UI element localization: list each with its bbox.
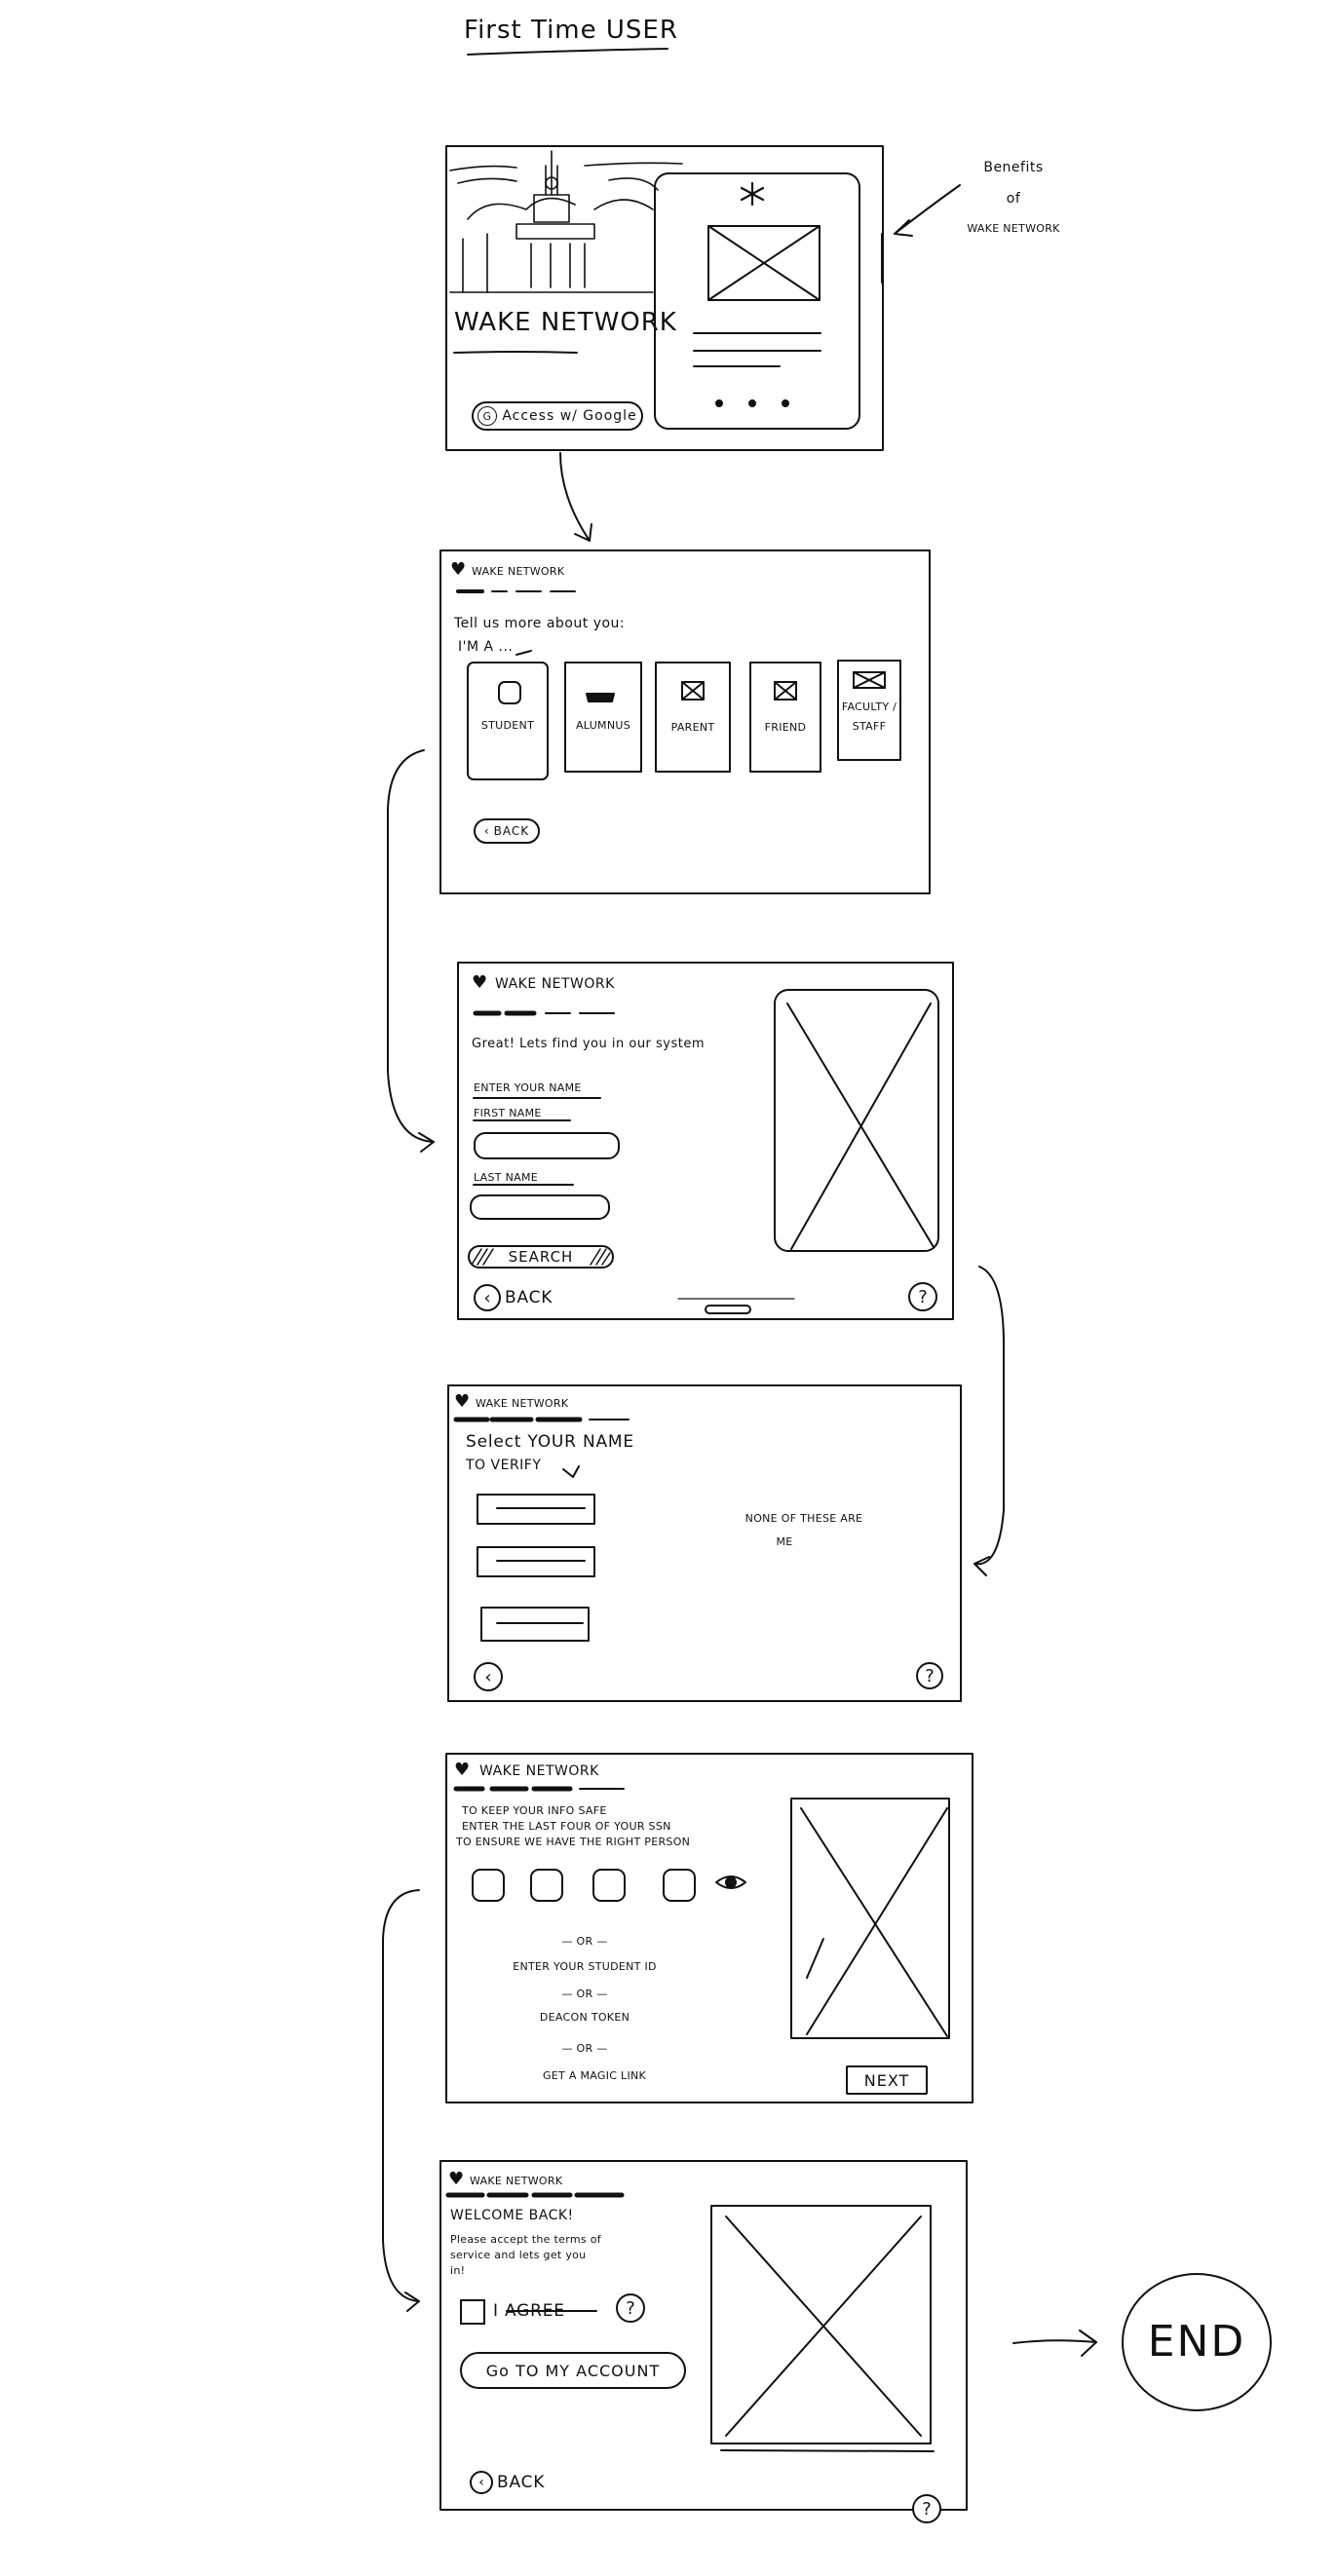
ssn-digit-4[interactable] [663, 1869, 696, 1902]
verify-instruction-2: ENTER THE LAST FOUR OF YOUR SSN [462, 1820, 671, 1833]
select-name-heading-1: Select YOUR NAME [466, 1432, 634, 1452]
grad-cap-icon [587, 694, 614, 701]
benefits-note-line-3: WAKE NETWORK [967, 222, 1060, 235]
google-access-label: Access w/ Google [502, 408, 637, 424]
welcome-back-label[interactable]: BACK [497, 2473, 546, 2492]
help-icon[interactable]: ? [916, 1662, 943, 1689]
diagram-title: First Time USER [464, 16, 678, 45]
or-divider-2: — OR — [561, 1988, 608, 2000]
deacon-token-option[interactable]: DEACON TOKEN [539, 2011, 630, 2024]
role-prompt-line-2: I'M A ... [458, 639, 514, 655]
magic-link-option[interactable]: GET A MAGIC LINK [542, 2069, 647, 2082]
backpack-icon [499, 682, 520, 703]
student-id-option[interactable]: ENTER YOUR STUDENT ID [513, 1960, 657, 1973]
welcome-body-3: in! [450, 2264, 466, 2277]
heart-logo-icon: ♥ [448, 2169, 465, 2189]
end-label: END [1147, 2317, 1246, 2367]
flow-arrow-5 [1013, 2340, 1096, 2343]
first-name-field[interactable] [474, 1132, 620, 1159]
back-chevron-icon[interactable]: ‹ [474, 1662, 503, 1691]
go-to-account-button[interactable]: Go TO MY ACCOUNT [460, 2352, 686, 2389]
enter-name-label: ENTER YOUR NAME [474, 1081, 582, 1094]
role-card-alumnus [565, 663, 641, 772]
name-search-back-label[interactable]: BACK [505, 1288, 553, 1307]
terms-help-icon[interactable]: ? [616, 2293, 645, 2323]
help-icon[interactable]: ? [908, 1282, 937, 1311]
name-option-1 [477, 1495, 594, 1524]
agree-checkbox[interactable] [460, 2299, 485, 2325]
next-button[interactable]: NEXT [846, 2065, 928, 2095]
name-option-3 [481, 1608, 589, 1641]
welcome-body-2: service and lets get you [450, 2249, 587, 2261]
asterisk-icon [742, 183, 763, 205]
back-chevron-icon: ‹ [483, 824, 490, 838]
name-search-greeting: Great! Lets find you in our system [472, 1037, 706, 1051]
select-name-brand: WAKE NETWORK [476, 1397, 569, 1410]
role-label-parent[interactable]: PARENT [670, 721, 715, 734]
title-underline [468, 49, 668, 55]
help-icon[interactable]: ? [912, 2494, 941, 2523]
back-chevron-icon[interactable]: ‹ [474, 1284, 501, 1311]
verify-instruction-1: TO KEEP YOUR INFO SAFE [462, 1804, 607, 1817]
benefits-note-line-2: of [1006, 191, 1021, 207]
flow-arrow-4 [383, 1890, 419, 2301]
role-label-faculty[interactable]: FACULTY / STAFF [841, 701, 897, 733]
role-back-label: BACK [493, 824, 530, 838]
role-prompt-line-1: Tell us more about you: [454, 616, 626, 631]
agree-label: I AGREE [493, 2301, 565, 2321]
brand-underline [454, 352, 577, 353]
or-divider-3: — OR — [561, 2042, 608, 2055]
role-label-student[interactable]: STUDENT [480, 719, 535, 732]
benefits-arrow [895, 185, 960, 234]
heart-logo-icon: ♥ [454, 1760, 471, 1780]
google-access-button[interactable] [472, 401, 643, 431]
footer-link [706, 1306, 750, 1313]
google-icon: G [477, 406, 497, 426]
role-card-parent [656, 663, 730, 772]
ssn-digit-2[interactable] [530, 1869, 563, 1902]
welcome-heading: WELCOME BACK! [450, 2208, 574, 2223]
building-sketch [450, 151, 682, 292]
or-divider-1: — OR — [561, 1935, 608, 1948]
select-name-heading-2: TO VERIFY [466, 1458, 542, 1473]
name-search-brand: WAKE NETWORK [495, 976, 615, 992]
verify-instruction-3: TO ENSURE WE HAVE THE RIGHT PERSON [456, 1836, 691, 1848]
verify-brand: WAKE NETWORK [479, 1763, 599, 1779]
last-name-label: LAST NAME [474, 1171, 538, 1184]
name-option-2 [477, 1547, 594, 1576]
heart-logo-icon: ♥ [450, 559, 467, 580]
heart-logo-icon: ♥ [472, 972, 488, 993]
back-chevron-icon[interactable]: ‹ [470, 2471, 493, 2494]
flow-arrow-3 [974, 1267, 1004, 1564]
role-brand: WAKE NETWORK [472, 565, 565, 578]
heart-logo-icon: ♥ [454, 1391, 471, 1412]
landing-brand: WAKE NETWORK [454, 308, 677, 337]
search-button[interactable]: SEARCH [468, 1245, 614, 1269]
role-label-friend[interactable]: FRIEND [764, 721, 807, 734]
first-name-label: FIRST NAME [474, 1107, 542, 1119]
flow-arrow-1 [560, 453, 590, 541]
none-of-these-line-1[interactable]: NONE OF THESE ARE [744, 1512, 863, 1525]
flow-arrow-2 [388, 750, 434, 1142]
last-name-field[interactable] [470, 1194, 610, 1220]
welcome-brand: WAKE NETWORK [470, 2175, 563, 2187]
benefits-note-line-1: Benefits [983, 160, 1044, 175]
role-back-button[interactable] [474, 818, 540, 844]
ssn-digit-1[interactable] [472, 1869, 505, 1902]
none-of-these-line-2[interactable]: ME [776, 1535, 793, 1548]
role-card-friend [750, 663, 821, 772]
role-label-alumnus[interactable]: ALUMNUS [575, 719, 630, 732]
welcome-body-1: Please accept the terms of [450, 2233, 601, 2246]
ssn-digit-3[interactable] [592, 1869, 626, 1902]
